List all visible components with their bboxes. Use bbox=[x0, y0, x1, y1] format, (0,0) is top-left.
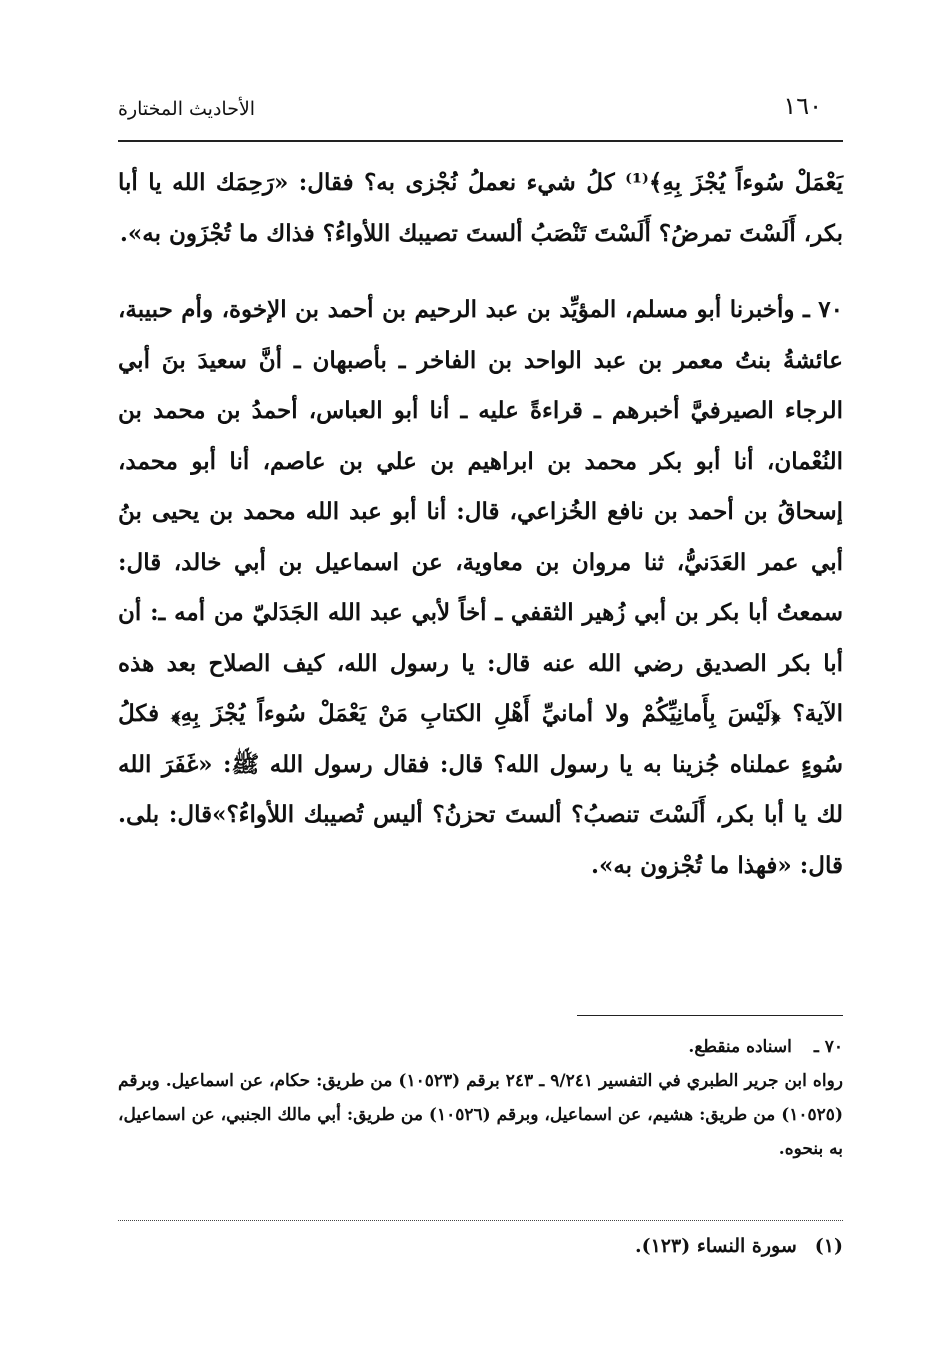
header-divider bbox=[118, 140, 843, 142]
footnote-grading: اسناده منقطع. bbox=[688, 1037, 792, 1057]
endnote bbox=[635, 1235, 843, 1257]
footnote-70-first-line bbox=[118, 1030, 843, 1064]
footnote-divider bbox=[577, 1015, 843, 1016]
footnote-number: ٧٠ ـ bbox=[813, 1037, 843, 1057]
footnote-70-body: رواه ابن جرير الطبري في التفسير ٩/٢٤١ ـ ٢٤٣ برقم (١٠٥٢٣) من طريق: حكام، عن اسماعيل. وبرقم (١٠٥٢٥) من طريق: هشيم، عن اسماعيل، وبرقم (١٠٥٢٦) من طريق: أبي مالك الجنبي، عن اسماعيل، به بنحوه. bbox=[118, 1071, 843, 1159]
endnote-divider bbox=[118, 1220, 843, 1221]
main-text bbox=[118, 158, 843, 891]
page-number: ١٦٠ bbox=[783, 92, 822, 120]
running-title: الأحاديث المختارة bbox=[118, 98, 256, 120]
endnote-marker: (١) bbox=[814, 1235, 843, 1257]
hadith-70-paragraph: ٧٠ ـ وأخبرنا أبو مسلم، المؤيِّد بن عبد الرحيم بن أحمد بن الإخوة، وأم حبيبة، عائشةُ بنتُ معمر بن عبد الواحد بن الفاخر ـ بأصبهان ـ أنَّ سعيدَ بنَ أبي الرجاء الصيرفيَّ أخبرهم ـ قراءةً عليه ـ أنا أبو العباس، أحمدُ بن محمد بن النُعْمان، أنا أبو بكر محمد بن ابراهيم بن علي بن عاصم، أنا أبو محمد، إسحاقُ بن أحمد بن نافع الخُزاعي، قال: أنا أبو عبد الله محمد بن يحيى بنُ أبي عمر العَدَنيُّ، ثنا مروان بن معاوية، عن اسماعيل بن أبي خالد، قال: سمعتُ أبا بكر بن أبي زُهير الثقفي ـ أخاً لأبي عبد الله الجَدَليّ من أمه ـ: أن أبا بكر الصديق رضي الله عنه قال: يا رسول الله، كيف الصلاح بعد هذه الآية؟ ﴿لَيْسَ بِأَمانِيِّكُمْ ولا أمانيِّ أَهْلِ الكتابِ مَنْ يَعْمَلْ سُوءاً يُجْزَ بِهِ﴾ فكلُ سُوءٍ عملناه جُزينا به يا رسول الله؟ قال: فقال رسول الله ﷺ: «غَفَرَ الله لك يا أبا بكر، أَلَسْتَ تنصبُ؟ ألستَ تحزنُ؟ أليس تُصيبك اللأواءُ؟»قال: بلى. قال: «فهذا ما تُجْزون به». bbox=[118, 296, 843, 879]
paragraph-continuation: يَعْمَلْ سُوءاً يُجْزَ بِهِ﴾⁽¹⁾ كلُ شيء نعملُ نُجْزى به؟ فقال: «رَحِمَك الله يا أبا بكر، أَلَسْتَ تمرضُ؟ أَلَسْتَ تَنْصَبُ ألستَ تصيبك اللأواءُ؟ فذاك ما تُجْزَون به». bbox=[118, 169, 844, 247]
footnotes bbox=[118, 1030, 843, 1166]
paragraph-spacer bbox=[118, 259, 843, 285]
endnote-text: سورة النساء (١٢٣). bbox=[634, 1235, 797, 1257]
